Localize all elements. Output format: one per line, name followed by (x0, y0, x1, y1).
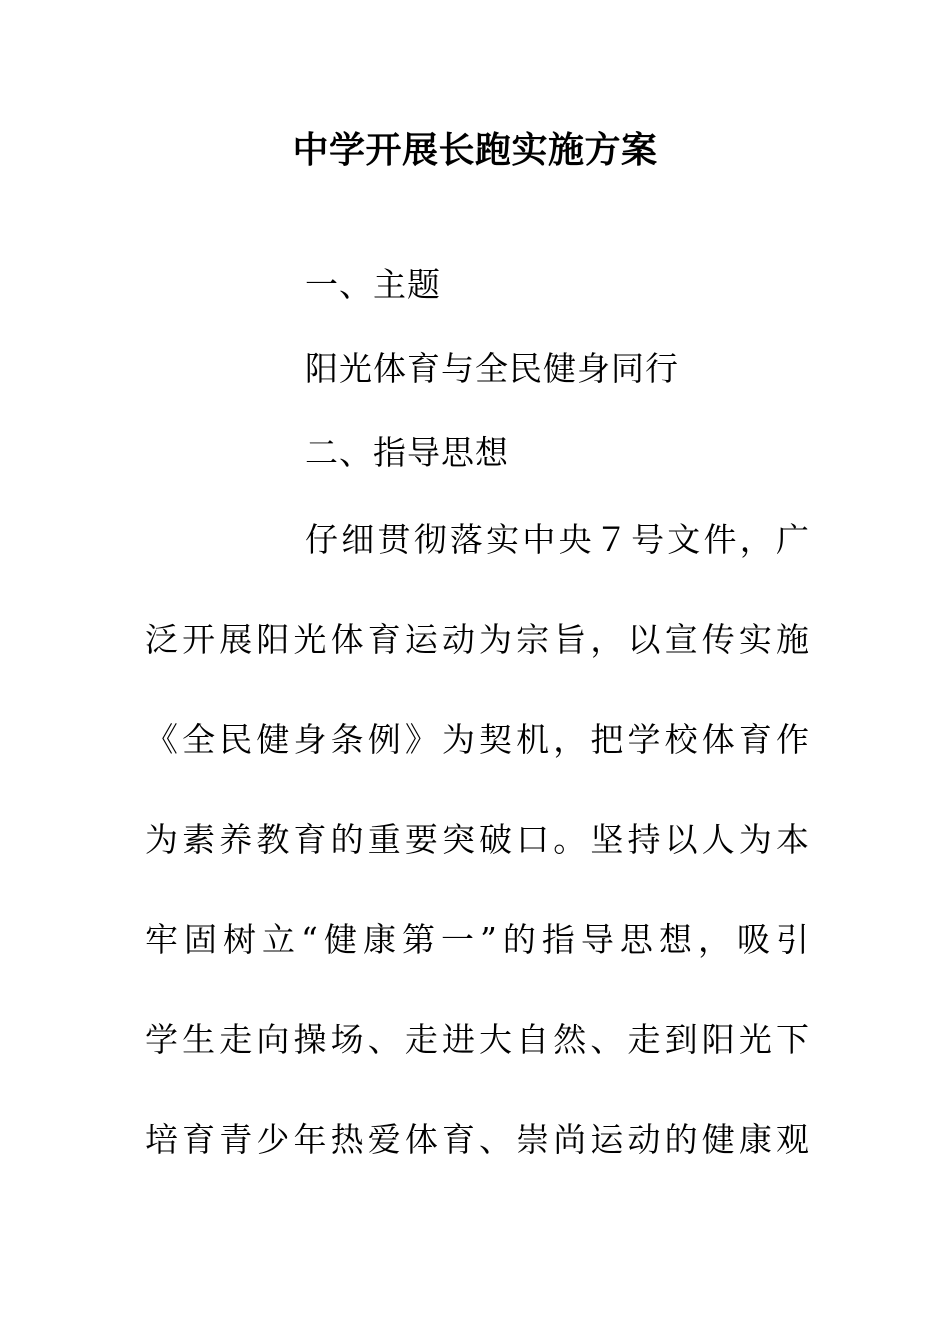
paragraph-line: 培育青少年热爱体育、崇尚运动的健康观 (145, 1120, 810, 1159)
section-text-theme: 阳光体育与全民健身同行 (305, 349, 679, 388)
section-heading-guiding-ideology: 二、指导思想 (305, 433, 509, 472)
paragraph-line: 为素养教育的重要突破口。坚持以人为本 (145, 820, 810, 859)
paragraph-line: 仔细贯彻落实中央７号文件，广 (305, 520, 810, 559)
section-heading-theme: 一、主题 (305, 265, 441, 304)
paragraph-line: 牢固树立“健康第一”的指导思想，吸引 (145, 920, 810, 959)
document-title: 中学开展长跑实施方案 (292, 129, 658, 171)
paragraph-line: 《全民健身条例》为契机，把学校体育作 (145, 720, 810, 759)
paragraph-line: 泛开展阳光体育运动为宗旨，以宣传实施 (145, 620, 810, 659)
paragraph-line: 学生走向操场、走进大自然、走到阳光下 (145, 1020, 810, 1059)
